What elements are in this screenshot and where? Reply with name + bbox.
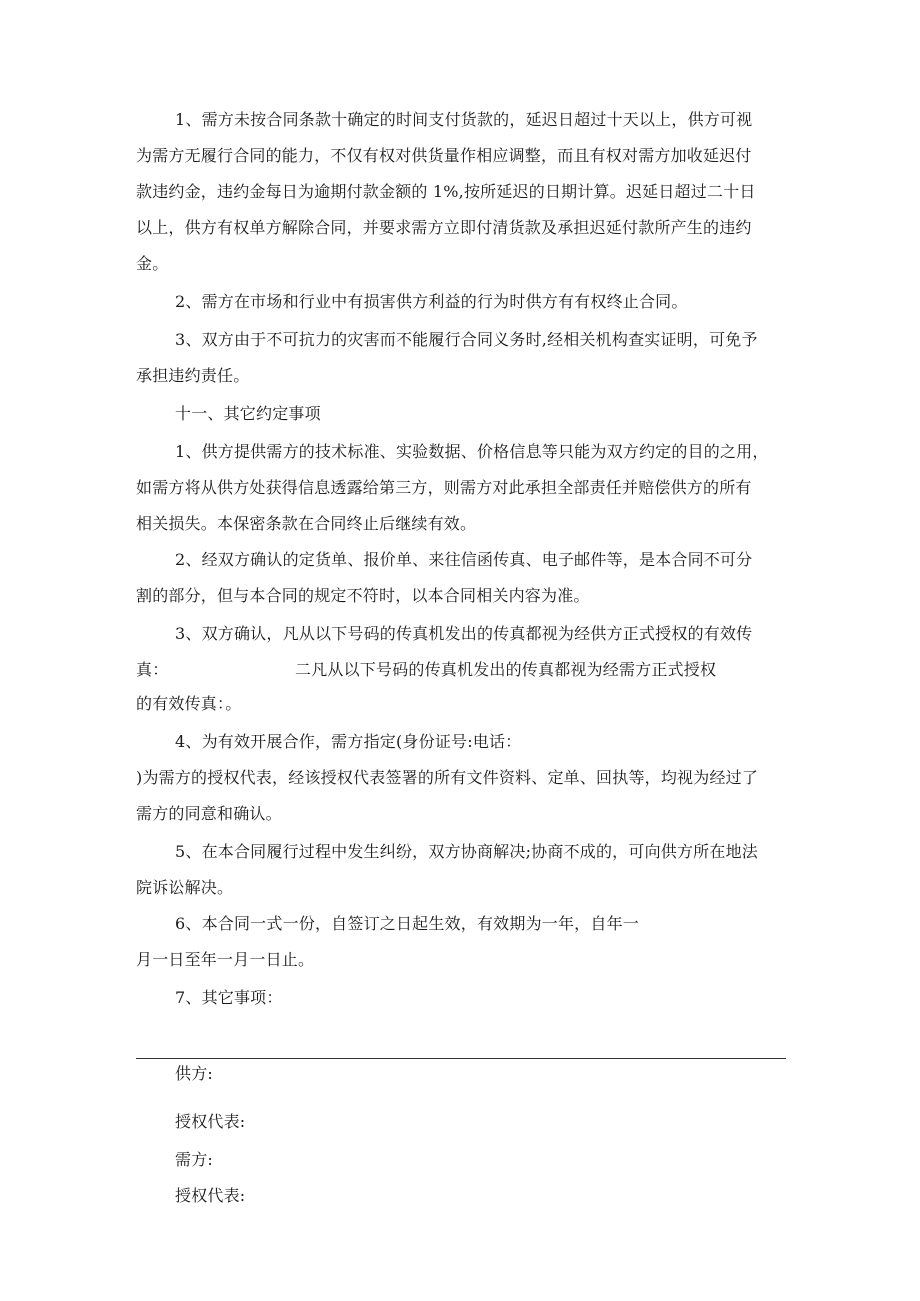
item-5-line-2: 院诉讼解决。 — [136, 878, 234, 897]
buyer-label: 需方: — [175, 1150, 213, 1169]
clause-2-line-1: 2、需方在市场和行业中有损害供方利益的行为时供方有有权终止合同。 — [175, 292, 688, 311]
item-1-line-3: 相关损失。本保密条款在合同终止后继续有效。 — [136, 514, 477, 533]
supplier-rep-label: 授权代表: — [175, 1112, 246, 1131]
item-3-line-2a: 真： — [136, 660, 169, 679]
item-4-line-2: )为需方的授权代表，经该授权代表签署的所有文件资料、定单、回执等，均视为经过了 — [136, 768, 759, 787]
buyer-rep-label: 授权代表: — [175, 1186, 246, 1205]
item-4-line-1: 4、为有效开展合作，需方指定(身份证号:电话： — [175, 732, 522, 751]
item-2-line-2: 割的部分，但与本合同的规定不符时，以本合同相关内容为准。 — [136, 586, 590, 605]
item-1-line-2: 如需方将从供方处获得信息透露给第三方，则需方对此承担全部责任并赔偿供方的所有 — [136, 478, 752, 497]
item-7-line-1: 7、其它事项： — [175, 988, 283, 1007]
clause-3-line-1: 3、双方由于不可抗力的灾害而不能履行合同义务时,经相关机构查实证明，可免予 — [175, 330, 758, 349]
section-eleven-heading: 十一、其它约定事项 — [175, 404, 321, 423]
item-2-line-1: 2、经双方确认的定货单、报价单、来往信函传真、电子邮件等，是本合同不可分 — [175, 550, 753, 569]
item-1-line-1: 1、供方提供需方的技术标准、实验数据、价格信息等只能为双方约定的目的之用， — [175, 442, 769, 461]
item-3-line-3: 的有效传真：。 — [136, 694, 242, 713]
item-6-line-2: 月一日至年一月一日止。 — [136, 950, 315, 969]
clause-1-line-4: 以上，供方有权单方解除合同，并要求需方立即付清货款及承担迟延付款所产生的违约 — [136, 218, 752, 237]
item-6-line-1: 6、本合同一式一份，自签订之日起生效，有效期为一年，自年一 — [175, 914, 639, 933]
item-3-line-2b: 二凡从以下号码的传真机发出的传真都视为经需方正式授权 — [295, 660, 717, 679]
clause-1-line-3: 款违约金，违约金每日为逾期付款金额的 1%,按所延迟的日期计算。迟延日超过二十日 — [136, 182, 756, 201]
item-4-line-3: 需方的同意和确认。 — [136, 804, 282, 823]
clause-1-line-5: 金。 — [136, 254, 169, 273]
supplier-label: 供方: — [175, 1064, 213, 1083]
item-5-line-1: 5、在本合同履行过程中发生纠纷，双方协商解决;协商不成的，可向供方所在地法 — [175, 842, 758, 861]
item-3-line-1: 3、双方确认，凡从以下号码的传真机发出的传真都视为经供方正式授权的有效传 — [175, 624, 753, 643]
signature-divider — [136, 1058, 786, 1059]
clause-3-line-2: 承担违约责任。 — [136, 366, 250, 385]
clause-1-line-1: 1、需方未按合同条款十确定的时间支付货款的，延迟日超过十天以上，供方可视 — [175, 110, 753, 129]
clause-1-line-2: 为需方无履行合同的能力，不仅有权对供货量作相应调整，而且有权对需方加收延迟付 — [136, 146, 752, 165]
